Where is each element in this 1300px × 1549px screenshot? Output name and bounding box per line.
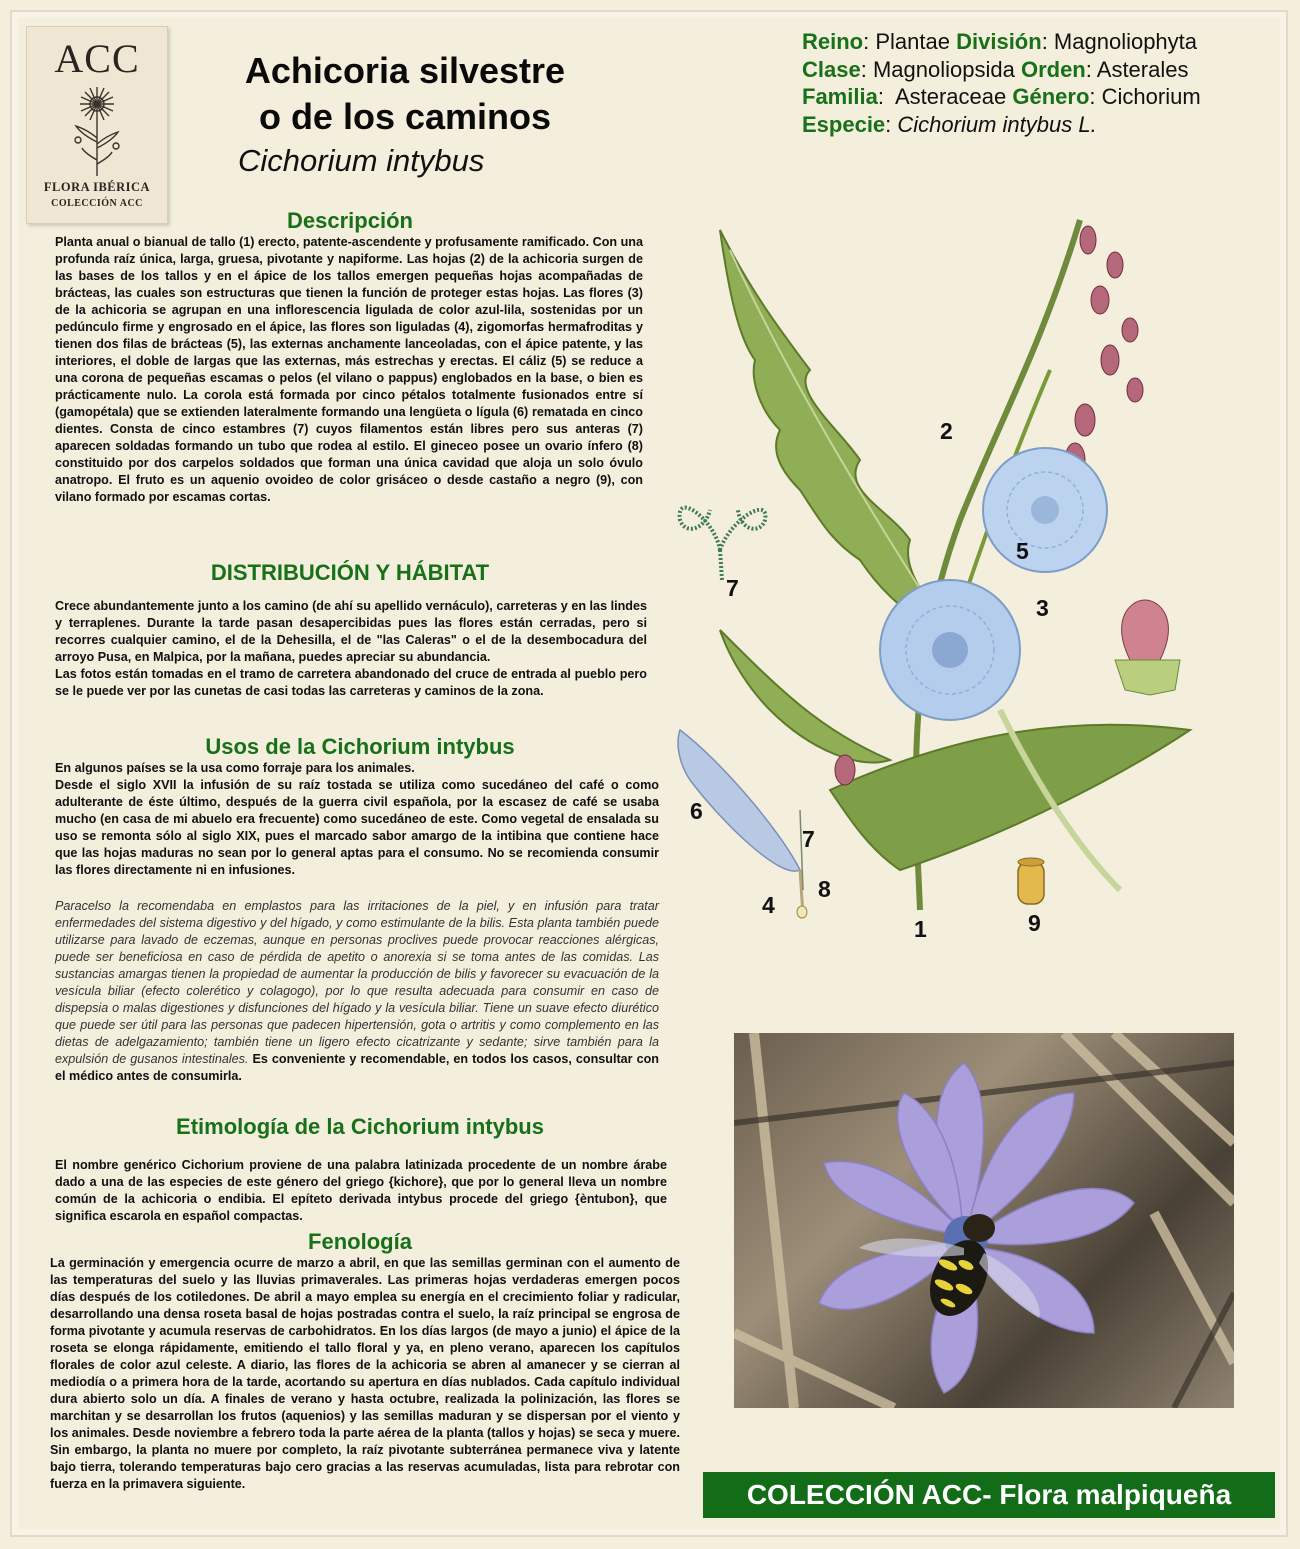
especie-label: Especie [802,111,886,137]
especie-value: Cichorium intybus L. [897,111,1097,137]
usos-heading: Usos de la Cichorium intybus [205,734,515,759]
taxonomy-row-4: Especie: Cichorium intybus L. [802,111,1097,137]
familia-value: Asteraceae [894,84,1007,109]
genero-label: Género [1012,84,1090,109]
chicory-flower-hoverfly-photo [734,1033,1234,1408]
descripcion-heading: Descripción [287,208,413,233]
acc-logo [26,26,168,224]
distribucion-heading: DISTRIBUCIÓN Y HÁBITAT [210,560,490,585]
main-flower-head [880,580,1020,720]
logo-acc-text: ACC [54,36,140,81]
usos-italic-text [55,898,659,1085]
figure-label-8: 8 [818,876,831,902]
usos-warning: Es conveniente y recomendable, en todos los casos, consultar con el médico antes de consumirla. [55,1052,659,1083]
reino-value: Plantae [875,29,950,54]
figure-label-6: 6 [690,798,703,824]
genero-value: Cichorium [1101,84,1201,109]
logo-flora-iberica: FLORA IBÉRICA [43,180,151,194]
figure-label-9: 9 [1028,910,1041,936]
taxonomy-row-2: Clase: Magnoliopsida Orden: Asterales [802,56,1189,82]
logo-flower-icon [52,82,142,178]
orden-label: Orden [1020,56,1086,82]
figure-label-7b: 7 [802,826,815,852]
usos-text [55,760,659,879]
clase-label: Clase [802,56,861,82]
orden-value: Asterales [1096,56,1189,82]
descripcion-text: Planta anual o bianual de tallo (1) erecto, patente-ascendente y profusamente ramificado. Con una profunda raíz única, larga, gruesa, pivotante y napiforme. Las hojas (2) de la achicoria surgen de las bases de los tallos y en el ápice de los tallos emergen pequeñas hojas acompañadas de brácteas, las cuales son estructuras que tienen la función de proteger estas hojas. Las flores (3) de la achicoria se agrupan en una inflorescencia ligulada de color azul-lila, sostenidas por un pedúnculo firme y engrosado en el ápice, las flores son liguladas (4), zigomorfas hermafroditas y tienen dos filas de brácteas (5), las externas anchamente lanceoladas, con el ápice patente, y las interiores, el doble de largas que las externas, más estrechas y erectas. El cáliz (5) se reduce a una corona de pequeñas escamas o pelos (el vilano o pappus) englobados en la base, o bien es prácticamente nulo. La corola está formada por cinco pétalos totalmente fusionados entre sí (gamopétala) que se extienden lateralmente formando una lengüeta o lígula (6) rematada en cinco dientes. Consta de cinco estambres (7) cuyos filamentos están libres pero sus anteras (7) aparecen soldadas formando un tubo que rodea al estilo. El gineceo posee un ovario ínfero (8) constituido por dos carpelos soldados que forman una única cavidad que aloja un solo óvulo anatropo. El fruto es un aquenio ovoideo de color grisáceo o desde castaño a negro (9), con vilano formado por escamas cortas. [55,235,643,504]
distribucion-p1: Crece abundantemente junto a los camino (de ahí su apellido vernáculo), carreteras y en las lindes y terraplenes. Durante la tarde pasan desapercibidas pues las flores están cerradas, pero si recorres cualquier camino, el de la Dehesilla, el de "las Caleras" o el de la desembocadura del arroyo Pusa, en Malpica, por la mañana, puedes apreciar su abundancia. [55,599,647,664]
clase-value: Magnoliopsida [872,56,1015,82]
logo-coleccion: COLECCIÓN ACC [51,198,143,209]
coleccion-banner: COLECCIÓN ACC- Flora malpiqueña [703,1472,1275,1518]
botanical-illustration [660,190,1220,990]
figure-label-7a: 7 [726,575,739,601]
taxonomy-row-1: Reino: Plantae División: Magnoliophyta [802,29,1198,54]
chicory-plant-illustration [660,190,1220,990]
title-line-1: Achicoria silvestre [244,50,566,91]
page-title [205,48,605,140]
taxonomy-block [802,28,1201,138]
fenologia-heading: Fenología [308,1229,412,1254]
usos-medicinal: Paracelso la recomendaba en emplastos para las irritaciones de la piel, y en infusión para tratar enfermedades del sistema digestivo y del hígado, y como estimulante de la bilis. Esta planta también puede utilizarse para lavado de eczemas, aunque en personas proclives puede provocar reacciones alérgicas, puede ser beneficiosa en caso de pérdida de apetito o anorexia si se toma antes de las comidas. Las sustancias amargas tienen la propiedad de aumentar la producción de bilis y favorecer su evacuación de la vesícula biliar (efecto colerético y colagogo), por lo que resulta adecuada para consumir en caso de dispepsia o malas digestiones y disfunciones del hígado y la vesícula biliar. Tiene un suave efecto diurético que puede ser útil para las personas que padecen hipertensión, gota o artritis y como complemento en las dietas de adelgazamiento; también tiene un ligero efecto cicatrizante y sedante; sirve también para la expulsión de gusanos intestinales. [55,899,659,1066]
figure-label-5: 5 [1016,538,1029,564]
figure-label-4: 4 [762,892,775,918]
title-line-2: o de los caminos [258,96,552,137]
upper-flower-head [983,448,1107,572]
chicory-photo [734,1033,1234,1408]
reino-label: Reino [802,29,864,54]
figure-label-2: 2 [940,418,953,444]
usos-p2: Desde el siglo XVII la infusión de su raíz tostada se utiliza como sucedáneo del café o como adulterante de éste último, después de la guerra civil española, por la escasez de café se usaba mucho (en casa de mi abuelo era frecuente) como sucedáneo de este. Como vegetal de ensalada su uso se remonta sólo al siglo XIX, pues el marcado sabor amargo de la intibina que contiene hace que las hojas maduras no sean por lo general aptas para el consumo. No se recomienda consumir las flores directamente ni en infusiones. [55,778,659,877]
distribucion-p2: Las fotos están tomadas en el tramo de carretera abandonado del cruce de entrada al pueblo pero se le puede ver por las cunetas de casi todas las carreteras y caminos de la zona. [55,667,647,698]
figure-label-1: 1 [914,916,927,942]
fenologia-text: La germinación y emergencia ocurre de marzo a abril, en que las semillas germinan con el aumento de las temperaturas del suelo y las lluvias primaverales. Las primeras hojas verdaderas emergen pocos días después de los cotiledones. De abril a mayo emplea su energía en el crecimiento foliar y radicular, desarrollando una densa roseta basal de hojas postradas contra el suelo, la raíz principal se engrosa de forma pivotante y acumula reservas de carbohidratos. En los días largos (de mayo a junio) el ápice de la roseta se elonga rápidamente, emitiendo el tallo floral y ya, en pleno verano, aparecen los capítulos florales de color azul celeste. A diario, las flores de la achicoria se abren al amanecer y se cierran al mediodía o a primera hora de la tarde, acortando su apertura en días nublados. Cada capítulo individual dura abierto solo un día. A finales de verano y hasta octubre, realizada la polinización, las flores se marchitan y se desarrollan los frutos (aquenios) y las semillas maduran y se dispersan por el viento y los animales. Desde noviembre a febrero toda la parte aérea de la planta (tallos y hojas) se seca y muere. Sin embargo, la planta no muere por completo, la raíz pivotante subterránea permanece viva y latente bajo tierra, tolerando temperaturas bajo cero gracias a las reservas acumuladas, lista para rebrotar con fuerza en la primavera siguiente. [50,1256,680,1491]
etimologia-text: El nombre genérico Cichorium proviene de una palabra latinizada procedente de un nombre árabe dado a una de las especies de este género del griego {kichore}, que por lo general lleva un nombre común de la achicoria o endibia. El epíteto derivada intybus procede del griego {èntubon}, que significa escarola en español compactas. [55,1158,667,1223]
figure-label-3: 3 [1036,595,1049,621]
etimologia-heading: Etimología de la Cichorium intybus [176,1114,544,1139]
distribucion-text [55,598,647,700]
familia-label: Familia [802,84,878,109]
division-label: División [956,29,1042,54]
usos-p1: En algunos países se la usa como forraje para los animales. [55,761,415,775]
taxonomy-row-3: Familia: Asteraceae Género: Cichorium [802,84,1201,109]
species-name: Cichorium intybus [238,143,485,178]
division-value: Magnoliophyta [1053,29,1198,54]
